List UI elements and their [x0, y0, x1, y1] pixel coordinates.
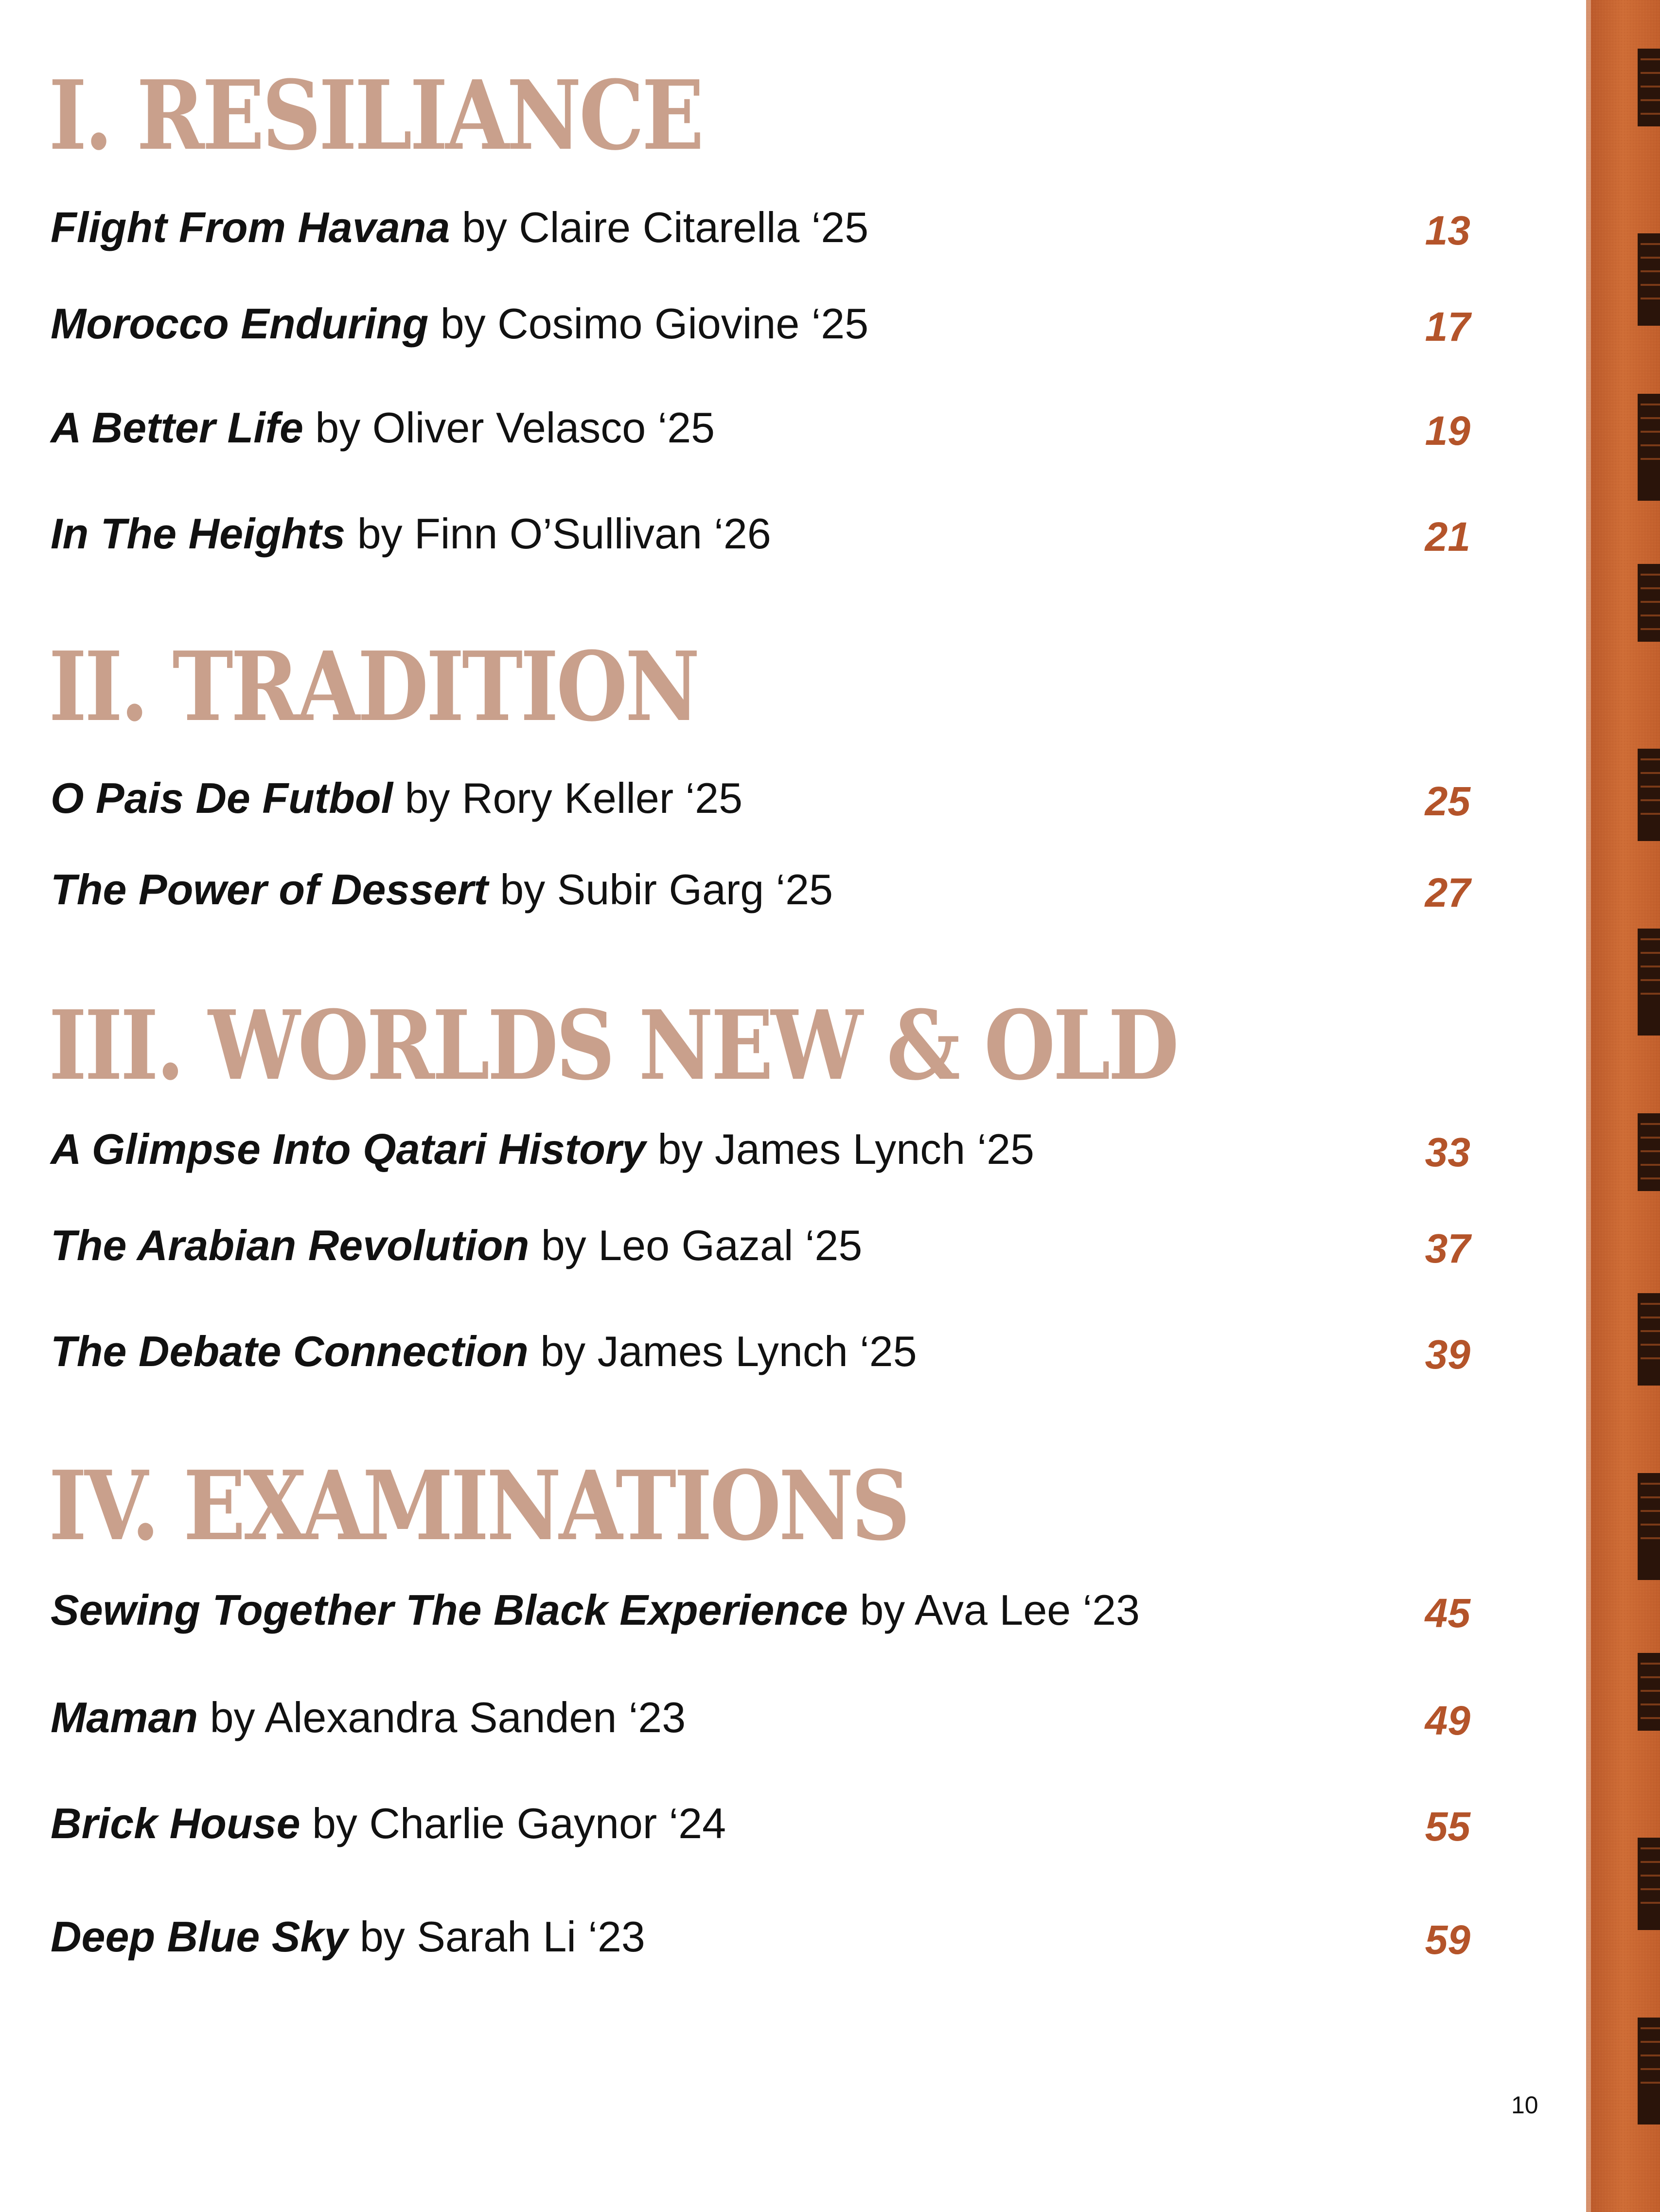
window-slat — [1641, 574, 1660, 576]
entry-page-number: 39 — [1425, 1332, 1470, 1377]
entry-title: Flight From Havana — [51, 203, 450, 251]
entry-text — [51, 1691, 686, 1744]
entry-text — [51, 507, 771, 561]
toc-entry[interactable] — [51, 401, 1470, 455]
page-number: 10 — [1511, 2091, 1538, 2119]
window-slat — [1641, 772, 1660, 774]
building-photo — [1586, 0, 1660, 2212]
toc-entry[interactable] — [51, 1325, 1470, 1378]
window-slat — [1641, 938, 1660, 940]
entry-byline: by Claire Citarella ‘25 — [461, 203, 869, 251]
entry-title: O Pais De Futbol — [51, 774, 393, 822]
section-title-resiliance: I. RESILIANCE — [49, 60, 702, 172]
entry-byline: by Charlie Gaynor ‘24 — [312, 1799, 726, 1847]
window-slat — [1641, 2082, 1660, 2084]
entry-byline: by Alexandra Sanden ‘23 — [210, 1693, 686, 1741]
window-slat — [1641, 1164, 1660, 1166]
window-opening — [1638, 2018, 1660, 2124]
window-slat — [1641, 1537, 1660, 1539]
window-slat — [1641, 979, 1660, 981]
entry-text — [51, 1325, 917, 1378]
window-slat — [1641, 1357, 1660, 1359]
entry-text — [51, 201, 868, 254]
entry-title: A Better Life — [51, 404, 303, 452]
entry-page-number: 19 — [1425, 408, 1470, 454]
entry-title: Morocco Enduring — [51, 299, 429, 348]
toc-entry[interactable] — [51, 863, 1470, 916]
entry-byline: by Oliver Velasco ‘25 — [315, 404, 715, 452]
window-slat — [1641, 270, 1660, 272]
window-slat — [1641, 799, 1660, 801]
toc-entry[interactable] — [51, 772, 1470, 825]
entry-title: Deep Blue Sky — [51, 1913, 348, 1961]
window-slat — [1641, 257, 1660, 259]
entry-text — [51, 1797, 726, 1850]
section-title-examinations: IV. EXAMINATIONS — [49, 1450, 908, 1562]
entry-title: A Glimpse Into Qatari History — [51, 1125, 646, 1173]
window-slat — [1641, 243, 1660, 245]
window-slat — [1641, 1123, 1660, 1125]
window-slat — [1641, 1717, 1660, 1719]
entry-byline: by Sarah Li ‘23 — [359, 1913, 645, 1961]
window-slat — [1641, 1510, 1660, 1512]
entry-page-number: 49 — [1425, 1698, 1470, 1743]
toc-entry[interactable] — [51, 1583, 1470, 1637]
window-slat — [1641, 1344, 1660, 1346]
window-slat — [1641, 1888, 1660, 1890]
window-slat — [1641, 1137, 1660, 1139]
window-slat — [1641, 1150, 1660, 1152]
window-slat — [1641, 628, 1660, 630]
entry-page-number: 21 — [1425, 514, 1470, 560]
toc-entry[interactable] — [51, 201, 1470, 254]
window-slat — [1641, 72, 1660, 74]
entry-byline: by Ava Lee ‘23 — [860, 1586, 1140, 1634]
entry-text — [51, 1910, 645, 1964]
entry-text — [51, 297, 868, 351]
window-slat — [1641, 99, 1660, 101]
window-slat — [1641, 431, 1660, 433]
entry-text — [51, 772, 742, 825]
window-slat — [1641, 1524, 1660, 1526]
window-opening — [1638, 1473, 1660, 1580]
window-slat — [1641, 1902, 1660, 1904]
entry-text — [51, 1123, 1034, 1176]
entry-page-number: 45 — [1425, 1590, 1470, 1636]
toc-entry[interactable] — [51, 1797, 1470, 1850]
window-slat — [1641, 1177, 1660, 1179]
window-slat — [1641, 58, 1660, 60]
window-slat — [1641, 813, 1660, 815]
window-slat — [1641, 1303, 1660, 1305]
toc-entry[interactable] — [51, 1691, 1470, 1744]
entry-byline: by Cosimo Giovine ‘25 — [440, 299, 869, 348]
window-slat — [1641, 1496, 1660, 1498]
window-slat — [1641, 113, 1660, 115]
window-slat — [1641, 614, 1660, 616]
section-title-worlds-new-old: III. WORLDS NEW & OLD — [49, 990, 1177, 1102]
window-slat — [1641, 1703, 1660, 1705]
window-slat — [1641, 1676, 1660, 1678]
window-slat — [1641, 417, 1660, 419]
window-slat — [1641, 2068, 1660, 2070]
entry-title: Brick House — [51, 1799, 300, 1847]
window-slat — [1641, 1861, 1660, 1863]
window-slat — [1641, 1330, 1660, 1332]
entry-title: The Arabian Revolution — [51, 1221, 530, 1269]
section-title-tradition: II. TRADITION — [49, 631, 698, 743]
window-slat — [1641, 2054, 1660, 2056]
entry-page-number: 17 — [1425, 304, 1470, 350]
window-slat — [1641, 2041, 1660, 2043]
entry-page-number: 37 — [1425, 1226, 1470, 1271]
entry-title: The Power of Dessert — [51, 865, 488, 913]
window-slat — [1641, 952, 1660, 954]
entry-text — [51, 401, 715, 455]
entry-byline: by Leo Gazal ‘25 — [541, 1221, 863, 1269]
window-slat — [1641, 1875, 1660, 1877]
window-slat — [1641, 587, 1660, 589]
entry-page-number: 27 — [1425, 870, 1470, 915]
entry-title: The Debate Connection — [51, 1327, 529, 1375]
window-slat — [1641, 404, 1660, 405]
toc-entry[interactable] — [51, 1910, 1470, 1964]
window-slat — [1641, 601, 1660, 603]
window-slat — [1641, 786, 1660, 788]
entry-title: In The Heights — [51, 509, 346, 558]
window-slat — [1641, 86, 1660, 88]
entry-byline: by James Lynch ‘25 — [540, 1327, 917, 1375]
entry-page-number: 25 — [1425, 778, 1470, 824]
window-slat — [1641, 458, 1660, 460]
window-opening — [1638, 233, 1660, 326]
entry-page-number: 33 — [1425, 1129, 1470, 1175]
window-slat — [1641, 1847, 1660, 1849]
window-opening — [1638, 1838, 1660, 1930]
entry-byline: by Rory Keller ‘25 — [405, 774, 743, 822]
window-slat — [1641, 298, 1660, 299]
window-slat — [1641, 444, 1660, 446]
entry-page-number: 13 — [1425, 208, 1470, 253]
toc-entry[interactable] — [51, 1219, 1470, 1272]
entry-page-number: 59 — [1425, 1917, 1470, 1963]
window-opening — [1638, 1293, 1660, 1386]
window-slat — [1641, 758, 1660, 760]
window-slat — [1641, 1663, 1660, 1665]
toc-entry[interactable] — [51, 1123, 1470, 1176]
entry-byline: by James Lynch ‘25 — [657, 1125, 1035, 1173]
window-slat — [1641, 284, 1660, 286]
entry-byline: by Finn O’Sullivan ‘26 — [357, 509, 771, 558]
window-slat — [1641, 966, 1660, 967]
window-opening — [1638, 929, 1660, 1036]
toc-entry[interactable] — [51, 297, 1470, 351]
window-slat — [1641, 2027, 1660, 2029]
window-slat — [1641, 1483, 1660, 1485]
toc-entry[interactable] — [51, 507, 1470, 561]
entry-text — [51, 1583, 1140, 1637]
window-opening — [1638, 749, 1660, 841]
entry-text — [51, 863, 833, 916]
window-slat — [1641, 1317, 1660, 1318]
entry-byline: by Subir Garg ‘25 — [500, 865, 833, 913]
window-opening — [1638, 394, 1660, 501]
window-slat — [1641, 1690, 1660, 1692]
entry-title: Sewing Together The Black Experience — [51, 1586, 848, 1634]
window-slat — [1641, 993, 1660, 995]
entry-text — [51, 1219, 862, 1272]
entry-page-number: 55 — [1425, 1804, 1470, 1849]
entry-title: Maman — [51, 1693, 198, 1741]
